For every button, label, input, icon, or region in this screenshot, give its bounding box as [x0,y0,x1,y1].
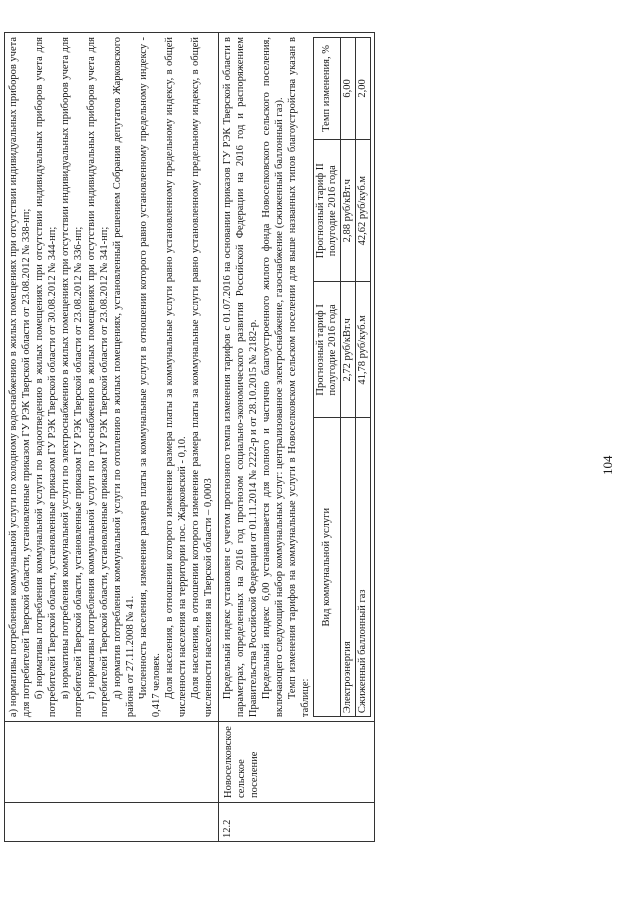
service-cell: Сжиженный баллонный газ [356,418,371,717]
paragraph: Численность населения, изменение размера платы за коммунальные услуги в отношении которого равно установленному предельному индексу - 0,417 человек. [138,37,162,718]
paragraph: г) нормативы потребления коммунальной услуги по газоснабжению в жилых помещениях при отсутствии индивидуальных приборов учета для потребителей Тверской области, установленные приказом ГУ РЭК Тверской области от 23.08.2012 № 341-нп; [86,37,110,718]
row-number: 12.2 [222,819,233,838]
tariff-header-row [314,38,341,717]
row-number-cell [5,803,219,842]
tariff-cell: 2,88 руб/кВт.ч [341,139,356,282]
paragraph: б) нормативы потребления коммунальной услуги по водоотведению в жилых помещениях при отсутствии индивидуальных приборов учета для потребителей Тверской области, установленные приказом ГУ РЭК Тверской области от 30.08.2012 № 344-нп; [34,37,58,718]
settlement-cell [219,722,375,803]
paragraph: Доля населения, в отношении которого изменение размера платы за коммунальные услуги равно установленному предельному индексу, в общей численности населения на Тверской области – 0,0003 [190,37,214,718]
header-cell: Вид коммунальной услуги [314,418,341,717]
table-row [5,33,219,842]
row-number-cell [219,803,375,842]
service-cell: Электроэнергия [341,418,356,717]
page-number: 104 [600,455,615,475]
main-table [4,32,375,842]
content-cell [5,33,219,722]
paragraph: в) нормативы потребления коммунальной услуги по электроснабжению в жилых помещениях при отсутствии индивидуальных приборов учета для потребителей Тверской области, установленные приказом ГУ РЭК Тверской области от 23.08.2012 № 336-нп; [60,37,84,718]
paragraph: Предельный индекс установлен с учетом прогнозного темпа изменения тарифов с 01.07.2016 на основании приказов ГУ РЭК Тверской области в параметрах, определенных на 2016 год прогнозом социально-экономического развития Российской Федерации на 2016 год и распоряжением Правительства Российской Федерации от 01.11.2014 № 2222-р и от 28.10.2015 № 2182-р. [222,37,259,718]
tariff-table [313,37,371,717]
paragraph: Предельный индекс 6,00 устанавливается для полного и частично благоустроенного жилого фонда Новоселковского сельского поселения, включающего следующий набор коммунальных услуг: централизованное электроснабжение, газоснабжение (сжиженный баллонный газ). [261,37,285,718]
table-row [219,33,375,842]
table-row [356,38,371,717]
header-cell: Прогнозный тариф II полугодие 2016 года [314,139,341,282]
tariff-cell: 41,78 руб/куб.м [356,282,371,418]
settlement-cell [5,722,219,803]
content-cell [219,33,375,722]
rate-cell: 2,00 [356,38,371,140]
paragraph: д) норматив потребления коммунальной услуги по отоплению в жилых помещениях, установленный решением Собрания депутатов Жарковского района от 27.11.2008 № 41. [112,37,136,718]
header-cell: Прогнозный тариф I полугодие 2016 года [314,282,341,418]
table-row [341,38,356,717]
paragraph: Доля населения, в отношении которого изменение размера платы за коммунальные услуги равно установленному предельному индексу, в общей численности населения на территории пос. Жарковский - 0,10. [164,37,188,718]
paragraph: а) нормативы потребления коммунальной услуги по холодному водоснабжению в жилых помещениях при отсутствии индивидуальных приборов учета для потребителей Тверской области, установленные приказом ГУ РЭК Тверской области от 23.08.2012 № 338-нп; [8,37,32,718]
tariff-cell: 2,72 руб/кВт.ч [341,282,356,418]
header-cell: Темп изменения, % [314,38,341,140]
tariff-cell: 42,62 руб/куб.м [356,139,371,282]
paragraph: Темп изменения тарифов на коммунальные услуги в Новоселковском сельском поселении для выше названных типов благоустройства указан в таблице: [287,37,311,718]
rate-cell: 6,00 [341,38,356,140]
settlement-name: Новоселковское сельское поселение [223,726,260,798]
